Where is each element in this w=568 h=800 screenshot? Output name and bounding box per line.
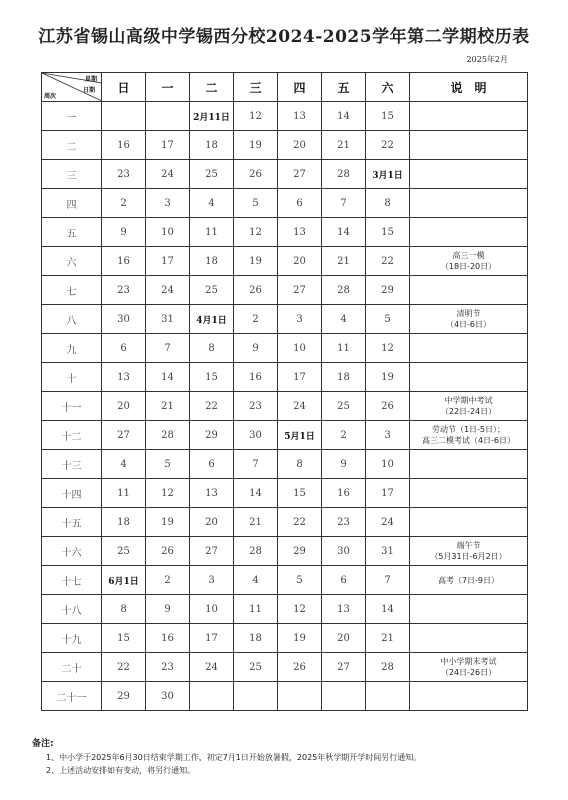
day-cell: 10: [278, 334, 322, 363]
week-note: [410, 334, 528, 363]
week-note: 高考（7日-9日）: [410, 566, 528, 595]
week-note: [410, 595, 528, 624]
day-cell: 15: [366, 102, 410, 131]
day-cell: 21: [322, 247, 366, 276]
header-friday: 五: [322, 73, 366, 102]
day-cell: 21: [234, 508, 278, 537]
day-cell: 23: [146, 653, 190, 682]
day-cell: 18: [102, 508, 146, 537]
day-cell: [190, 682, 234, 711]
day-cell: 10: [366, 450, 410, 479]
day-cell: 6: [102, 334, 146, 363]
week-note: [410, 160, 528, 189]
day-cell: 29: [278, 537, 322, 566]
week-row: [42, 276, 528, 305]
week-number: 十九: [42, 624, 102, 653]
day-cell: 4: [190, 189, 234, 218]
day-cell: 16: [322, 479, 366, 508]
week-note: [410, 508, 528, 537]
week-row: [42, 363, 528, 392]
day-cell: 29: [102, 682, 146, 711]
week-row: [42, 508, 528, 537]
week-row: [42, 102, 528, 131]
day-cell: 30: [234, 421, 278, 450]
week-note: 劳动节（1日-5日）； 高三二模考试（4日-6日）: [410, 421, 528, 450]
week-number: 九: [42, 334, 102, 363]
day-cell: 24: [146, 160, 190, 189]
day-cell: 24: [190, 653, 234, 682]
week-row: [42, 392, 528, 421]
day-cell: 30: [146, 682, 190, 711]
week-row: [42, 653, 528, 682]
day-cell: 12: [146, 479, 190, 508]
week-note: [410, 624, 528, 653]
day-cell: 16: [102, 247, 146, 276]
day-cell: [322, 682, 366, 711]
week-note: 端午节 （5月31日-6月2日）: [410, 537, 528, 566]
day-cell: 27: [322, 653, 366, 682]
note-line: 1、中小学于2025年6月30日结束学期工作，初定7月1日开始放暑假，2025年秋学期开学时间另行通知。: [46, 753, 422, 762]
week-number: 二十一: [42, 682, 102, 711]
school-calendar-table: [41, 72, 528, 711]
day-cell: 8: [102, 595, 146, 624]
day-cell: 13: [322, 595, 366, 624]
day-cell: 3: [366, 421, 410, 450]
corner-cell: [42, 73, 102, 102]
day-cell: 5: [146, 450, 190, 479]
calendar-body: [42, 102, 528, 711]
day-cell: 17: [190, 624, 234, 653]
day-cell: 18: [234, 624, 278, 653]
day-cell: 22: [366, 131, 410, 160]
note-line: 2、上述活动安排如有变动，将另行通知。: [46, 766, 196, 775]
day-cell: 20: [322, 624, 366, 653]
week-note: [410, 189, 528, 218]
day-cell: 19: [366, 363, 410, 392]
week-note: [410, 479, 528, 508]
day-cell: 15: [278, 479, 322, 508]
day-cell: 25: [190, 160, 234, 189]
day-cell: 3: [146, 189, 190, 218]
week-note: [410, 450, 528, 479]
day-cell: 27: [190, 537, 234, 566]
week-number: 四: [42, 189, 102, 218]
header-thursday: 四: [278, 73, 322, 102]
day-cell: 30: [102, 305, 146, 334]
day-cell: 4: [102, 450, 146, 479]
day-cell: 10: [146, 218, 190, 247]
day-cell: 7: [234, 450, 278, 479]
day-cell: 2: [322, 421, 366, 450]
week-note: [410, 276, 528, 305]
day-cell: 13: [190, 479, 234, 508]
day-cell: 22: [366, 247, 410, 276]
day-cell: 25: [322, 392, 366, 421]
day-cell: 26: [234, 276, 278, 305]
day-cell: 13: [278, 102, 322, 131]
day-cell: 16: [146, 624, 190, 653]
week-number: 十五: [42, 508, 102, 537]
day-cell: [146, 102, 190, 131]
day-cell: 4月1日: [190, 305, 234, 334]
header-wednesday: 三: [234, 73, 278, 102]
day-cell: 20: [102, 392, 146, 421]
day-cell: 5: [234, 189, 278, 218]
day-cell: 25: [102, 537, 146, 566]
day-cell: [102, 102, 146, 131]
day-cell: 15: [102, 624, 146, 653]
day-cell: 15: [190, 363, 234, 392]
day-cell: 16: [102, 131, 146, 160]
week-note: [410, 682, 528, 711]
day-cell: 31: [146, 305, 190, 334]
day-cell: 17: [146, 131, 190, 160]
week-row: [42, 682, 528, 711]
week-row: [42, 537, 528, 566]
day-cell: 19: [234, 247, 278, 276]
day-cell: 2: [102, 189, 146, 218]
week-row: [42, 189, 528, 218]
day-cell: 13: [278, 218, 322, 247]
day-cell: 9: [146, 595, 190, 624]
day-cell: 29: [190, 421, 234, 450]
day-cell: 3: [278, 305, 322, 334]
week-row: [42, 160, 528, 189]
week-row: [42, 218, 528, 247]
header-saturday: 六: [366, 73, 410, 102]
week-number: 八: [42, 305, 102, 334]
day-cell: 11: [190, 218, 234, 247]
day-cell: 26: [146, 537, 190, 566]
day-cell: 23: [234, 392, 278, 421]
week-note: 中学期中考试 （22日-24日）: [410, 392, 528, 421]
day-cell: 12: [234, 218, 278, 247]
week-row: [42, 624, 528, 653]
day-cell: 7: [366, 566, 410, 595]
day-cell: 17: [278, 363, 322, 392]
day-cell: 26: [234, 160, 278, 189]
week-row: [42, 421, 528, 450]
day-cell: 4: [234, 566, 278, 595]
week-note: 中小学期末考试 （24日-26日）: [410, 653, 528, 682]
day-cell: 23: [102, 276, 146, 305]
day-cell: 12: [278, 595, 322, 624]
week-row: [42, 247, 528, 276]
day-cell: 2: [234, 305, 278, 334]
header-notes: 说 明: [410, 73, 528, 102]
week-number: 一: [42, 102, 102, 131]
day-cell: 6: [278, 189, 322, 218]
day-cell: 19: [278, 624, 322, 653]
day-cell: 31: [366, 537, 410, 566]
day-cell: 24: [278, 392, 322, 421]
day-cell: 11: [322, 334, 366, 363]
day-cell: 20: [278, 247, 322, 276]
week-number: 七: [42, 276, 102, 305]
day-cell: 25: [190, 276, 234, 305]
date-line: 2025年2月: [466, 55, 508, 64]
day-cell: 19: [234, 131, 278, 160]
day-cell: 14: [322, 102, 366, 131]
week-number: 十二: [42, 421, 102, 450]
page-title: 江苏省锡山高级中学锡西分校2024-2025学年第二学期校历表: [38, 27, 530, 47]
corner-date-label: 日期: [82, 87, 95, 94]
day-cell: 6月1日: [102, 566, 146, 595]
header-row: [42, 73, 528, 102]
day-cell: 9: [102, 218, 146, 247]
day-cell: 30: [322, 537, 366, 566]
day-cell: 5: [366, 305, 410, 334]
week-row: [42, 595, 528, 624]
day-cell: 20: [190, 508, 234, 537]
day-cell: 27: [278, 276, 322, 305]
day-cell: 9: [234, 334, 278, 363]
day-cell: 15: [366, 218, 410, 247]
week-number: 十四: [42, 479, 102, 508]
day-cell: 23: [322, 508, 366, 537]
day-cell: 5月1日: [278, 421, 322, 450]
day-cell: 20: [278, 131, 322, 160]
week-row: [42, 479, 528, 508]
day-cell: 7: [322, 189, 366, 218]
week-number: 二十: [42, 653, 102, 682]
day-cell: 11: [102, 479, 146, 508]
week-note: 清明节 （4日-6日）: [410, 305, 528, 334]
day-cell: 8: [190, 334, 234, 363]
day-cell: 18: [190, 247, 234, 276]
day-cell: 24: [146, 276, 190, 305]
header-monday: 一: [146, 73, 190, 102]
day-cell: 11: [234, 595, 278, 624]
week-note: [410, 363, 528, 392]
week-note: 高三一模 （18日-20日）: [410, 247, 528, 276]
day-cell: 9: [322, 450, 366, 479]
corner-weekday-label: 星期: [84, 76, 97, 83]
day-cell: 14: [146, 363, 190, 392]
day-cell: 27: [278, 160, 322, 189]
day-cell: 27: [102, 421, 146, 450]
week-row: [42, 305, 528, 334]
day-cell: 17: [366, 479, 410, 508]
week-note: [410, 218, 528, 247]
day-cell: 6: [322, 566, 366, 595]
day-cell: 8: [366, 189, 410, 218]
day-cell: 2月11日: [190, 102, 234, 131]
day-cell: 14: [366, 595, 410, 624]
day-cell: 22: [102, 653, 146, 682]
week-row: [42, 450, 528, 479]
day-cell: 14: [322, 218, 366, 247]
day-cell: 21: [322, 131, 366, 160]
header-tuesday: 二: [190, 73, 234, 102]
day-cell: 24: [366, 508, 410, 537]
day-cell: 16: [234, 363, 278, 392]
day-cell: 26: [278, 653, 322, 682]
footnotes: [32, 738, 552, 777]
day-cell: [234, 682, 278, 711]
day-cell: 25: [234, 653, 278, 682]
day-cell: 13: [102, 363, 146, 392]
day-cell: 3月1日: [366, 160, 410, 189]
week-number: 十三: [42, 450, 102, 479]
day-cell: 18: [322, 363, 366, 392]
day-cell: 28: [322, 276, 366, 305]
day-cell: 18: [190, 131, 234, 160]
week-row: [42, 131, 528, 160]
day-cell: 28: [146, 421, 190, 450]
day-cell: 28: [322, 160, 366, 189]
notes-title: 备注:: [32, 739, 54, 749]
day-cell: [278, 682, 322, 711]
week-number: 十: [42, 363, 102, 392]
day-cell: 26: [366, 392, 410, 421]
day-cell: 5: [278, 566, 322, 595]
day-cell: 28: [234, 537, 278, 566]
day-cell: 8: [278, 450, 322, 479]
header-sunday: 日: [102, 73, 146, 102]
day-cell: 4: [322, 305, 366, 334]
day-cell: 12: [234, 102, 278, 131]
day-cell: 19: [146, 508, 190, 537]
week-number: 六: [42, 247, 102, 276]
week-row: [42, 334, 528, 363]
week-number: 十八: [42, 595, 102, 624]
day-cell: 23: [102, 160, 146, 189]
week-note: [410, 102, 528, 131]
day-cell: 12: [366, 334, 410, 363]
day-cell: 17: [146, 247, 190, 276]
day-cell: [366, 682, 410, 711]
day-cell: 29: [366, 276, 410, 305]
day-cell: 28: [366, 653, 410, 682]
day-cell: 22: [278, 508, 322, 537]
day-cell: 3: [190, 566, 234, 595]
week-number: 十一: [42, 392, 102, 421]
day-cell: 21: [366, 624, 410, 653]
week-number: 十七: [42, 566, 102, 595]
week-number: 三: [42, 160, 102, 189]
week-note: [410, 131, 528, 160]
corner-week-label: 周次: [44, 93, 57, 100]
day-cell: 7: [146, 334, 190, 363]
day-cell: 21: [146, 392, 190, 421]
day-cell: 22: [190, 392, 234, 421]
week-number: 十六: [42, 537, 102, 566]
week-number: 五: [42, 218, 102, 247]
week-number: 二: [42, 131, 102, 160]
day-cell: 10: [190, 595, 234, 624]
day-cell: 14: [234, 479, 278, 508]
day-cell: 2: [146, 566, 190, 595]
week-row: [42, 566, 528, 595]
day-cell: 6: [190, 450, 234, 479]
